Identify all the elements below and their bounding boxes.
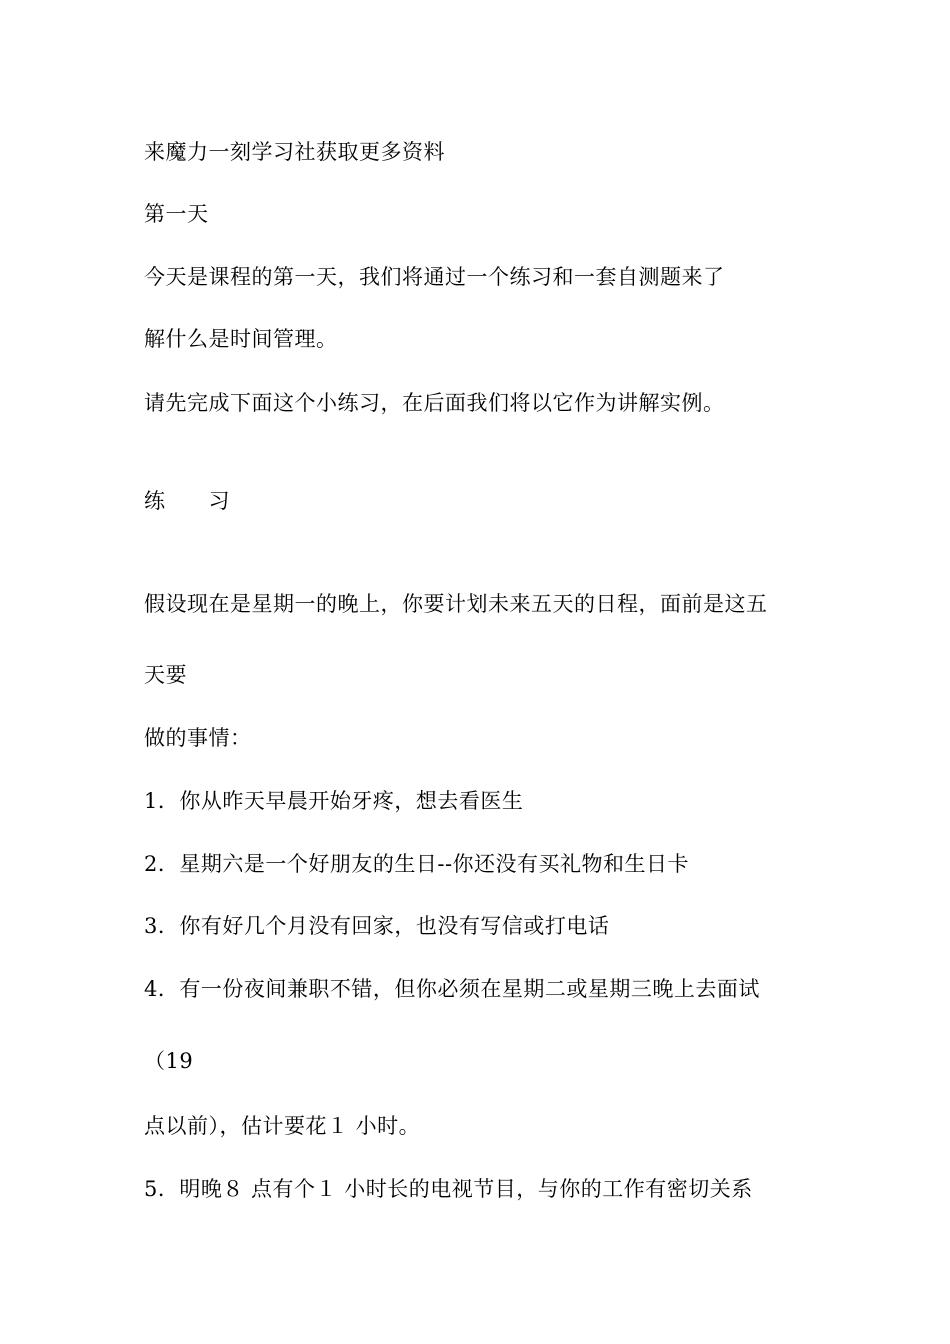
day-heading: 第一天 bbox=[144, 202, 209, 226]
scenario-line-3: 做的事情： bbox=[144, 726, 252, 750]
list-item-4-line-2: （19 bbox=[144, 1049, 194, 1073]
source-note: 来魔力一刻学习社获取更多资料 bbox=[144, 140, 445, 164]
instruction-paragraph: 请先完成下面这个小练习，在后面我们将以它作为讲解实例。 bbox=[144, 391, 725, 415]
list-item-4-line-1: 4．有一份夜间兼职不错，但你必须在星期二或星期三晚上去面试 bbox=[144, 977, 760, 1001]
list-item-1: 1．你从昨天早晨开始牙疼，想去看医生 bbox=[144, 789, 524, 813]
list-item-3: 3．你有好几个月没有回家，也没有写信或打电话 bbox=[144, 914, 610, 938]
list-item-4-line-3: 点以前），估计要花１ 小时。 bbox=[144, 1114, 421, 1138]
scenario-line-1: 假设现在是星期一的晚上，你要计划未来五天的日程，面前是这五 bbox=[144, 592, 768, 616]
list-item-2: 2．星期六是一个好朋友的生日--你还没有买礼物和生日卡 bbox=[144, 852, 690, 876]
scenario-line-2: 天要 bbox=[144, 663, 187, 687]
list-item-5: 5．明晚８ 点有个１ 小时长的电视节目，与你的工作有密切关系 bbox=[144, 1177, 753, 1201]
intro-paragraph-line-2: 解什么是时间管理。 bbox=[144, 327, 338, 351]
exercise-heading: 练 习 bbox=[144, 489, 230, 513]
intro-paragraph-line-1: 今天是课程的第一天，我们将通过一个练习和一套自测题来了 bbox=[144, 265, 725, 289]
